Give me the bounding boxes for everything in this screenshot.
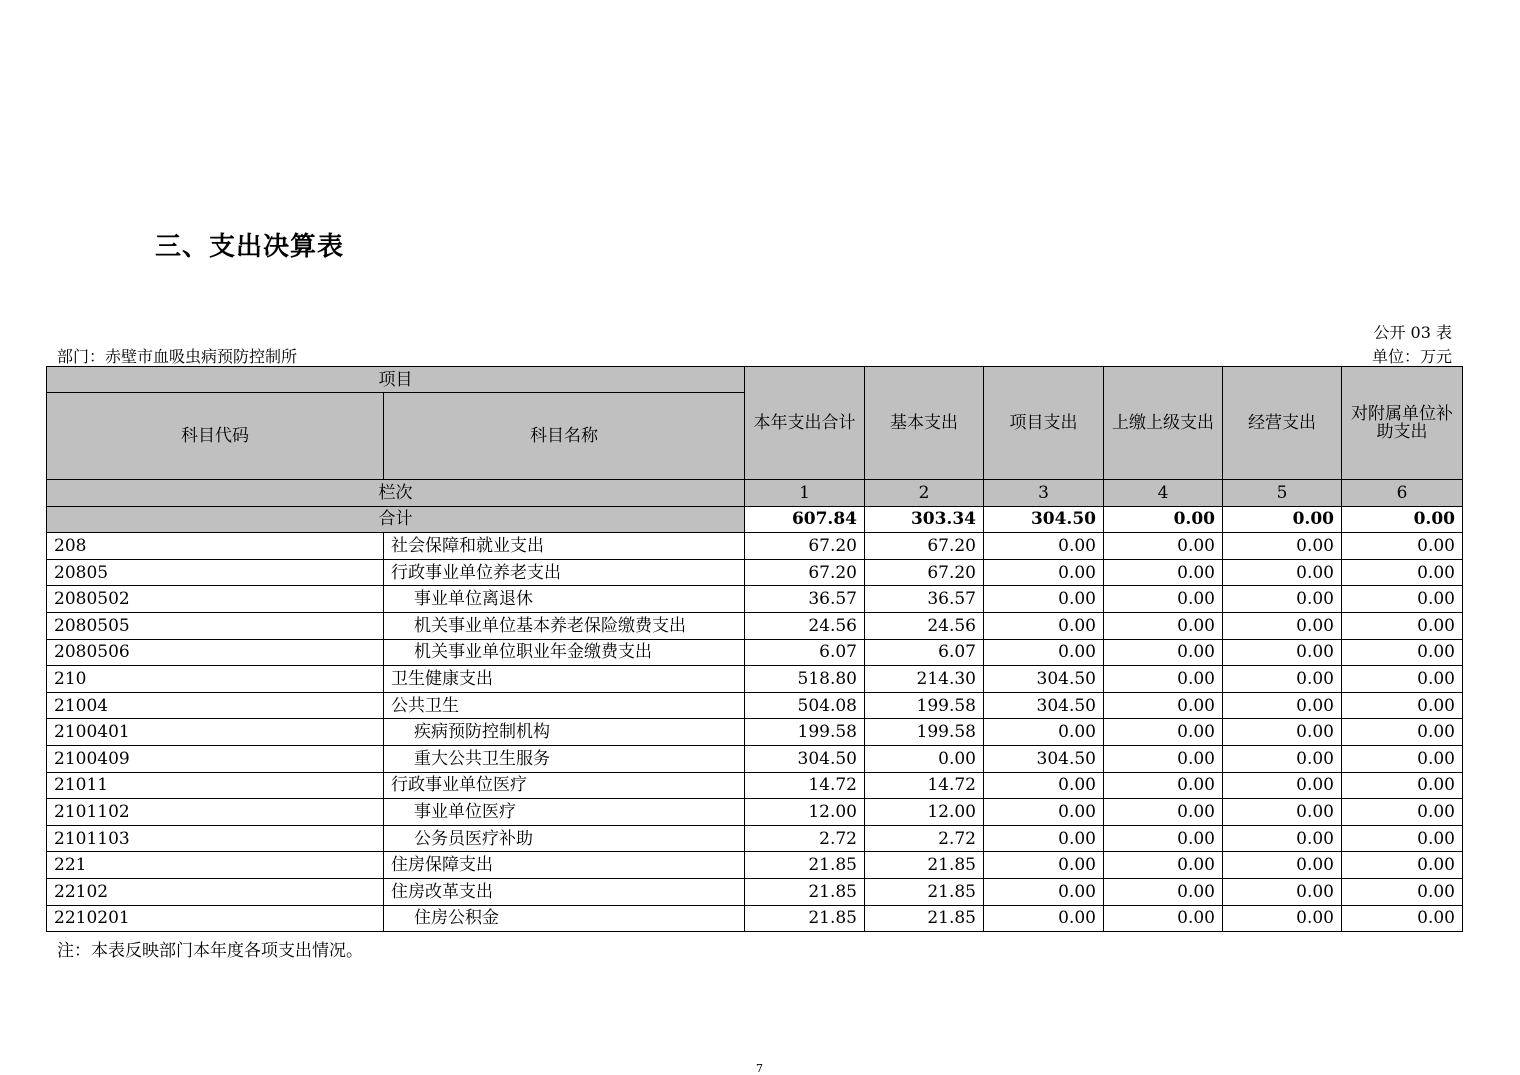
table-row (47, 825, 1463, 852)
amount-cell: 0.00 (984, 586, 1104, 613)
amount-cell: 199.58 (865, 692, 984, 719)
amount-cell: 0.00 (984, 905, 1104, 932)
amount-cell: 199.58 (745, 719, 865, 746)
amount-cell: 21.85 (865, 878, 984, 905)
amount-cell: 6.07 (865, 639, 984, 666)
total-value: 0.00 (1223, 506, 1342, 533)
total-value: 0.00 (1104, 506, 1223, 533)
subject-code: 2080505 (47, 612, 384, 639)
amount-cell: 0.00 (1223, 905, 1342, 932)
table-row (47, 692, 1463, 719)
subject-code: 2100409 (47, 745, 384, 772)
amount-cell: 0.00 (1104, 852, 1223, 879)
amount-cell: 0.00 (1342, 719, 1463, 746)
amount-cell: 0.00 (1104, 639, 1223, 666)
table-row (47, 745, 1463, 772)
department-label: 部门：赤壁市血吸虫病预防控制所 (57, 347, 298, 366)
amount-cell: 0.00 (984, 719, 1104, 746)
column-index-cell: 3 (984, 480, 1104, 507)
total-label: 合计 (47, 506, 745, 533)
amount-cell: 0.00 (1104, 799, 1223, 826)
amount-cell: 304.50 (984, 692, 1104, 719)
subject-name: 社会保障和就业支出 (384, 533, 745, 560)
total-value: 607.84 (745, 506, 865, 533)
amount-cell: 0.00 (1104, 666, 1223, 693)
form-number: 公开 03 表 (1373, 323, 1452, 342)
amount-cell: 0.00 (984, 612, 1104, 639)
amount-cell: 0.00 (1342, 559, 1463, 586)
subject-code: 22102 (47, 878, 384, 905)
subject-name: 重大公共卫生服务 (384, 745, 745, 772)
amount-cell: 199.58 (865, 719, 984, 746)
header-row-item (47, 367, 1463, 393)
amount-cell: 0.00 (1104, 905, 1223, 932)
amount-cell: 6.07 (745, 639, 865, 666)
subject-code: 2100401 (47, 719, 384, 746)
amount-cell: 0.00 (984, 772, 1104, 799)
amount-cell: 0.00 (1223, 799, 1342, 826)
subject-code: 20805 (47, 559, 384, 586)
amount-cell: 0.00 (1223, 878, 1342, 905)
header-business: 经营支出 (1223, 367, 1342, 480)
amount-cell: 0.00 (984, 878, 1104, 905)
amount-cell: 67.20 (745, 559, 865, 586)
subject-code: 21011 (47, 772, 384, 799)
amount-cell: 21.85 (865, 852, 984, 879)
column-index-label: 栏次 (47, 480, 745, 507)
subject-name: 住房公积金 (384, 905, 745, 932)
amount-cell: 0.00 (1104, 692, 1223, 719)
column-index-cell: 1 (745, 480, 865, 507)
amount-cell: 0.00 (1342, 533, 1463, 560)
table-body (47, 367, 1463, 932)
subject-name: 卫生健康支出 (384, 666, 745, 693)
subject-name: 机关事业单位基本养老保险缴费支出 (384, 612, 745, 639)
amount-cell: 214.30 (865, 666, 984, 693)
amount-cell: 24.56 (865, 612, 984, 639)
amount-cell: 0.00 (984, 852, 1104, 879)
amount-cell: 36.57 (865, 586, 984, 613)
amount-cell: 0.00 (1342, 772, 1463, 799)
table-row (47, 852, 1463, 879)
amount-cell: 67.20 (865, 533, 984, 560)
amount-cell: 0.00 (1342, 639, 1463, 666)
subject-code: 2080502 (47, 586, 384, 613)
amount-cell: 14.72 (865, 772, 984, 799)
amount-cell: 0.00 (1223, 639, 1342, 666)
amount-cell: 0.00 (1223, 692, 1342, 719)
subject-name: 疾病预防控制机构 (384, 719, 745, 746)
header-upper: 上缴上级支出 (1104, 367, 1223, 480)
amount-cell: 0.00 (1342, 666, 1463, 693)
amount-cell: 0.00 (1223, 745, 1342, 772)
amount-cell: 518.80 (745, 666, 865, 693)
subject-name: 事业单位离退休 (384, 586, 745, 613)
subject-code: 2101102 (47, 799, 384, 826)
amount-cell: 0.00 (984, 533, 1104, 560)
amount-cell: 304.50 (745, 745, 865, 772)
subject-code: 208 (47, 533, 384, 560)
amount-cell: 36.57 (745, 586, 865, 613)
header-item: 项目 (47, 367, 745, 393)
column-index-cell: 5 (1223, 480, 1342, 507)
amount-cell: 0.00 (984, 559, 1104, 586)
amount-cell: 0.00 (1104, 586, 1223, 613)
header-subsidy: 对附属单位补助支出 (1342, 367, 1463, 480)
amount-cell: 304.50 (984, 745, 1104, 772)
table-row (47, 666, 1463, 693)
page-title: 三、支出决算表 (155, 232, 345, 262)
amount-cell: 0.00 (1342, 745, 1463, 772)
subject-code: 2210201 (47, 905, 384, 932)
header-basic: 基本支出 (865, 367, 984, 480)
amount-cell: 2.72 (745, 825, 865, 852)
amount-cell: 0.00 (984, 825, 1104, 852)
amount-cell: 21.85 (745, 878, 865, 905)
table-row (47, 586, 1463, 613)
table-row (47, 559, 1463, 586)
column-index-cell: 4 (1104, 480, 1223, 507)
amount-cell: 67.20 (865, 559, 984, 586)
subject-name: 公共卫生 (384, 692, 745, 719)
subject-name: 事业单位医疗 (384, 799, 745, 826)
amount-cell: 0.00 (1104, 719, 1223, 746)
amount-cell: 67.20 (745, 533, 865, 560)
amount-cell: 0.00 (865, 745, 984, 772)
page-number: 7 (756, 1062, 763, 1075)
amount-cell: 0.00 (1342, 878, 1463, 905)
header-name: 科目名称 (384, 393, 745, 480)
subject-name: 行政事业单位医疗 (384, 772, 745, 799)
total-value: 0.00 (1342, 506, 1463, 533)
subject-code: 221 (47, 852, 384, 879)
subject-code: 2080506 (47, 639, 384, 666)
amount-cell: 0.00 (1223, 852, 1342, 879)
header-code: 科目代码 (47, 393, 384, 480)
amount-cell: 504.08 (745, 692, 865, 719)
amount-cell: 0.00 (1104, 745, 1223, 772)
header-total: 本年支出合计 (745, 367, 865, 480)
subject-name: 住房保障支出 (384, 852, 745, 879)
amount-cell: 0.00 (1342, 799, 1463, 826)
column-index-cell: 2 (865, 480, 984, 507)
table-row (47, 719, 1463, 746)
amount-cell: 0.00 (1223, 586, 1342, 613)
amount-cell: 12.00 (745, 799, 865, 826)
amount-cell: 0.00 (1223, 772, 1342, 799)
amount-cell: 0.00 (1342, 905, 1463, 932)
total-row (47, 506, 1463, 533)
amount-cell: 0.00 (1223, 559, 1342, 586)
amount-cell: 0.00 (984, 799, 1104, 826)
subject-name: 住房改革支出 (384, 878, 745, 905)
table-note: 注：本表反映部门本年度各项支出情况。 (57, 941, 363, 961)
subject-code: 210 (47, 666, 384, 693)
table-row (47, 772, 1463, 799)
amount-cell: 0.00 (1223, 612, 1342, 639)
table-row (47, 639, 1463, 666)
amount-cell: 0.00 (1223, 666, 1342, 693)
amount-cell: 21.85 (865, 905, 984, 932)
subject-name: 公务员医疗补助 (384, 825, 745, 852)
header-project: 项目支出 (984, 367, 1104, 480)
unit-label: 单位：万元 (1371, 347, 1452, 366)
amount-cell: 0.00 (1104, 533, 1223, 560)
amount-cell: 14.72 (745, 772, 865, 799)
amount-cell: 2.72 (865, 825, 984, 852)
amount-cell: 0.00 (1104, 825, 1223, 852)
amount-cell: 0.00 (1223, 719, 1342, 746)
amount-cell: 304.50 (984, 666, 1104, 693)
subject-name: 行政事业单位养老支出 (384, 559, 745, 586)
table-row (47, 799, 1463, 826)
column-index-cell: 6 (1342, 480, 1463, 507)
amount-cell: 0.00 (1342, 852, 1463, 879)
amount-cell: 0.00 (1223, 533, 1342, 560)
amount-cell: 0.00 (1223, 825, 1342, 852)
amount-cell: 12.00 (865, 799, 984, 826)
amount-cell: 0.00 (1342, 586, 1463, 613)
expenditure-table (46, 366, 1463, 932)
total-value: 303.34 (865, 506, 984, 533)
subject-code: 2101103 (47, 825, 384, 852)
amount-cell: 21.85 (745, 852, 865, 879)
column-index-row (47, 480, 1463, 507)
table-row (47, 878, 1463, 905)
amount-cell: 0.00 (1342, 825, 1463, 852)
amount-cell: 0.00 (1104, 878, 1223, 905)
amount-cell: 24.56 (745, 612, 865, 639)
subject-code: 21004 (47, 692, 384, 719)
table-row (47, 905, 1463, 932)
amount-cell: 0.00 (1342, 692, 1463, 719)
amount-cell: 0.00 (1104, 559, 1223, 586)
table-row (47, 612, 1463, 639)
subject-name: 机关事业单位职业年金缴费支出 (384, 639, 745, 666)
amount-cell: 0.00 (1104, 612, 1223, 639)
table-row (47, 533, 1463, 560)
total-value: 304.50 (984, 506, 1104, 533)
amount-cell: 21.85 (745, 905, 865, 932)
amount-cell: 0.00 (1104, 772, 1223, 799)
amount-cell: 0.00 (984, 639, 1104, 666)
amount-cell: 0.00 (1342, 612, 1463, 639)
